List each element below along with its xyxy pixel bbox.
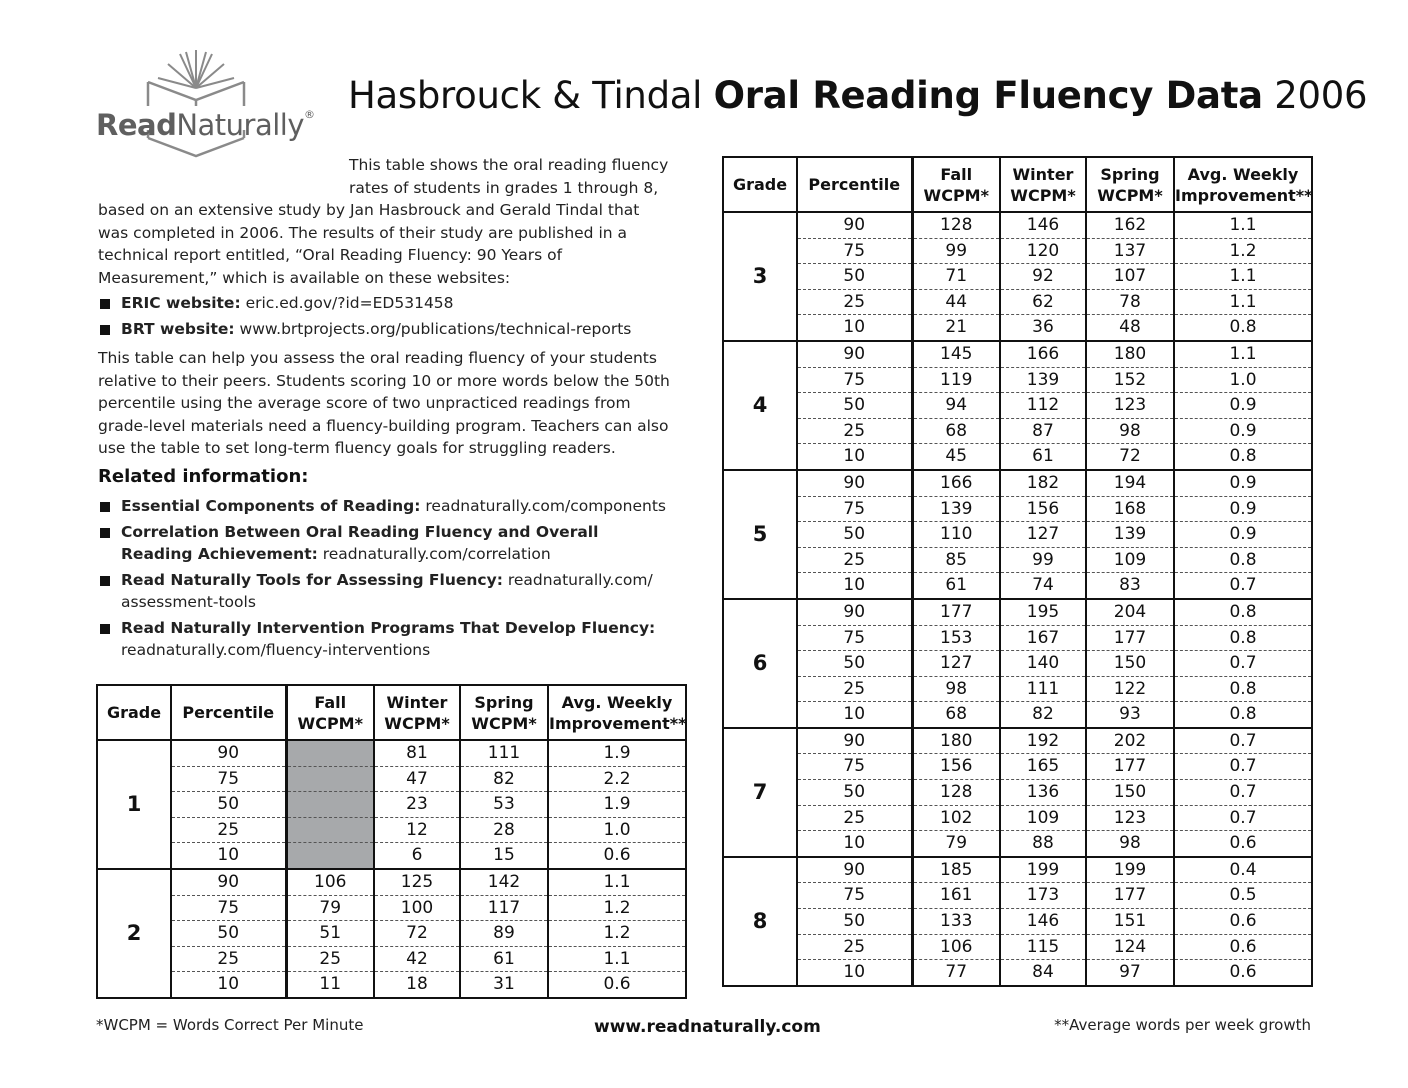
avg-weekly-cell: 1.9	[548, 740, 686, 766]
avg-weekly-header: Avg. Weekly Improvement**	[548, 685, 686, 740]
avg-weekly-cell: 0.7	[1174, 728, 1312, 754]
link[interactable]: readnaturally.com/ assessment-tools	[121, 570, 653, 611]
fall-cell: 161	[912, 883, 1000, 909]
winter-cell: 47	[374, 766, 460, 792]
table-row	[723, 754, 1312, 780]
avg-weekly-cell: 1.1	[1174, 212, 1312, 238]
avg-weekly-header: Avg. Weekly Improvement**	[1174, 157, 1312, 212]
spring-header: Spring WCPM*	[1086, 157, 1174, 212]
table-row	[723, 315, 1312, 341]
avg-weekly-cell: 1.2	[548, 921, 686, 947]
percentile-cell: 90	[797, 470, 912, 496]
spring-cell: 53	[460, 792, 548, 818]
link[interactable]: readnaturally.com/components	[420, 497, 666, 515]
percentile-cell: 75	[797, 496, 912, 522]
spring-cell: 123	[1086, 805, 1174, 831]
fall-cell: 102	[912, 805, 1000, 831]
winter-cell: 84	[1000, 960, 1086, 986]
footnote-avg: **Average words per week growth	[1054, 1016, 1311, 1034]
spring-cell: 180	[1086, 341, 1174, 367]
fall-unavailable-cell	[286, 766, 374, 792]
winter-cell: 72	[374, 921, 460, 947]
percentile-cell: 75	[797, 754, 912, 780]
table-row	[723, 960, 1312, 986]
percentile-cell: 25	[797, 418, 912, 444]
fall-cell: 106	[286, 869, 374, 895]
table-row	[723, 934, 1312, 960]
percentile-cell: 25	[797, 676, 912, 702]
winter-cell: 12	[374, 817, 460, 843]
percentile-cell: 75	[797, 625, 912, 651]
fall-cell: 127	[912, 651, 1000, 677]
percentile-cell: 10	[797, 573, 912, 599]
table-row	[723, 702, 1312, 728]
spring-cell: 48	[1086, 315, 1174, 341]
percentile-cell: 90	[797, 857, 912, 883]
percentile-cell: 10	[797, 444, 912, 470]
percentile-cell: 10	[171, 972, 286, 998]
spring-cell: 150	[1086, 780, 1174, 806]
spring-cell: 152	[1086, 367, 1174, 393]
table-row	[723, 393, 1312, 419]
table-row	[723, 418, 1312, 444]
fall-cell: 98	[912, 676, 1000, 702]
spring-cell: 177	[1086, 754, 1174, 780]
fall-cell: 133	[912, 909, 1000, 935]
winter-cell: 192	[1000, 728, 1086, 754]
usage-paragraph: This table can help you assess the oral reading fluency of your students relative to their peers. Students scoring 10 or more words below the 50th percentile using the average score of two unpracticed readings from grade-level materials need a fluency-building program. Teachers can also use the table to set long-term fluency goals for struggling readers.	[98, 349, 670, 457]
table-row	[723, 289, 1312, 315]
table-row	[723, 651, 1312, 677]
winter-cell: 42	[374, 946, 460, 972]
percentile-cell: 25	[797, 805, 912, 831]
fall-cell: 119	[912, 367, 1000, 393]
avg-weekly-cell: 0.6	[1174, 909, 1312, 935]
fall-cell: 128	[912, 212, 1000, 238]
table-row	[723, 367, 1312, 393]
percentile-cell: 50	[171, 921, 286, 947]
grade-cell: 2	[97, 869, 171, 998]
winter-cell: 36	[1000, 315, 1086, 341]
table-row	[723, 573, 1312, 599]
grade-cell: 3	[723, 212, 797, 341]
spring-cell: 124	[1086, 934, 1174, 960]
table-row	[723, 805, 1312, 831]
avg-weekly-cell: 0.6	[1174, 960, 1312, 986]
list-item: ERIC website: eric.ed.gov/?id=ED531458	[98, 292, 673, 315]
footnote-wcpm: *WCPM = Words Correct Per Minute	[96, 1016, 364, 1034]
link[interactable]: readnaturally.com/fluency-interventions	[121, 641, 431, 659]
fall-cell: 94	[912, 393, 1000, 419]
table-row	[723, 857, 1312, 883]
related-heading: Related information:	[98, 466, 309, 487]
avg-weekly-cell: 0.6	[1174, 831, 1312, 857]
percentile-cell: 50	[797, 264, 912, 290]
avg-weekly-cell: 0.7	[1174, 651, 1312, 677]
table-row	[97, 895, 686, 921]
spring-cell: 109	[1086, 547, 1174, 573]
fall-cell: 44	[912, 289, 1000, 315]
percentile-header: Percentile	[797, 157, 912, 212]
avg-weekly-cell: 0.9	[1174, 522, 1312, 548]
table-row	[723, 728, 1312, 754]
fall-unavailable-cell	[286, 740, 374, 766]
winter-cell: 127	[1000, 522, 1086, 548]
percentile-cell: 50	[797, 909, 912, 935]
percentile-cell: 25	[797, 289, 912, 315]
logo-wordmark: ReadNaturally®	[96, 108, 315, 142]
winter-cell: 100	[374, 895, 460, 921]
grade-cell: 5	[723, 470, 797, 599]
avg-weekly-cell: 1.0	[548, 817, 686, 843]
percentile-cell: 50	[797, 651, 912, 677]
spring-cell: 137	[1086, 238, 1174, 264]
percentile-cell: 90	[171, 740, 286, 766]
spring-cell: 177	[1086, 883, 1174, 909]
table-row	[723, 470, 1312, 496]
percentile-cell: 10	[797, 831, 912, 857]
fall-unavailable-cell	[286, 792, 374, 818]
percentile-cell: 75	[797, 367, 912, 393]
spring-cell: 83	[1086, 573, 1174, 599]
winter-cell: 61	[1000, 444, 1086, 470]
spring-cell: 194	[1086, 470, 1174, 496]
percentile-cell: 90	[171, 869, 286, 895]
spring-cell: 61	[460, 946, 548, 972]
avg-weekly-cell: 0.7	[1174, 754, 1312, 780]
avg-weekly-cell: 1.0	[1174, 367, 1312, 393]
table-row	[97, 869, 686, 895]
spring-cell: 168	[1086, 496, 1174, 522]
percentile-cell: 90	[797, 599, 912, 625]
table-row	[97, 843, 686, 869]
spring-cell: 111	[460, 740, 548, 766]
grade-cell: 8	[723, 857, 797, 986]
percentile-cell: 90	[797, 728, 912, 754]
table-row	[723, 625, 1312, 651]
fall-header: Fall WCPM*	[286, 685, 374, 740]
percentile-cell: 10	[797, 960, 912, 986]
fall-cell: 71	[912, 264, 1000, 290]
fall-cell: 156	[912, 754, 1000, 780]
spring-cell: 142	[460, 869, 548, 895]
fall-cell: 99	[912, 238, 1000, 264]
fall-cell: 177	[912, 599, 1000, 625]
table-row	[723, 264, 1312, 290]
percentile-cell: 90	[797, 341, 912, 367]
related-list	[98, 495, 673, 665]
spring-cell: 122	[1086, 676, 1174, 702]
fall-header: Fall WCPM*	[912, 157, 1000, 212]
fall-cell: 128	[912, 780, 1000, 806]
table-row	[723, 444, 1312, 470]
percentile-cell: 25	[171, 946, 286, 972]
percentile-cell: 75	[171, 766, 286, 792]
spring-cell: 117	[460, 895, 548, 921]
website-link[interactable]: www.readnaturally.com	[594, 1017, 821, 1037]
winter-cell: 166	[1000, 341, 1086, 367]
winter-cell: 87	[1000, 418, 1086, 444]
fall-cell: 166	[912, 470, 1000, 496]
grade-cell: 1	[97, 740, 171, 869]
avg-weekly-cell: 0.9	[1174, 393, 1312, 419]
intro-paragraph: This table shows the oral reading fluency rates of students in grades 1 through 8, based on an extensive study by Jan Hasbrouck and Gerald Tindal that was completed in 2006. The results of their study are published in a technical report entitled, “Oral Reading Fluency: 90 Years of Measurement,” which is available on these websites:	[98, 156, 669, 287]
winter-cell: 120	[1000, 238, 1086, 264]
fall-cell: 85	[912, 547, 1000, 573]
spring-cell: 162	[1086, 212, 1174, 238]
table-row	[723, 547, 1312, 573]
avg-weekly-cell: 0.7	[1174, 573, 1312, 599]
link[interactable]: www.brtprojects.org/publications/technical-reports	[234, 319, 632, 338]
table-row	[723, 599, 1312, 625]
winter-cell: 139	[1000, 367, 1086, 393]
spring-cell: 82	[460, 766, 548, 792]
grade-header: Grade	[97, 685, 171, 740]
percentile-cell: 50	[797, 393, 912, 419]
winter-cell: 156	[1000, 496, 1086, 522]
page-title: Hasbrouck & Tindal Oral Reading Fluency Data 2006	[348, 74, 1368, 117]
table-header-row	[97, 685, 686, 740]
percentile-cell: 75	[797, 883, 912, 909]
list-item: Correlation Between Oral Reading Fluency and Overall Reading Achievement: readnaturally.com/correlation	[98, 521, 673, 566]
winter-cell: 109	[1000, 805, 1086, 831]
table-row	[723, 341, 1312, 367]
table-row	[97, 792, 686, 818]
winter-cell: 140	[1000, 651, 1086, 677]
winter-cell: 82	[1000, 702, 1086, 728]
fall-cell: 79	[286, 895, 374, 921]
avg-weekly-cell: 0.9	[1174, 470, 1312, 496]
spring-cell: 15	[460, 843, 548, 869]
fall-cell: 45	[912, 444, 1000, 470]
winter-cell: 92	[1000, 264, 1086, 290]
avg-weekly-cell: 0.5	[1174, 883, 1312, 909]
link[interactable]: readnaturally.com/correlation	[317, 545, 551, 563]
avg-weekly-cell: 0.8	[1174, 676, 1312, 702]
winter-cell: 81	[374, 740, 460, 766]
avg-weekly-cell: 0.8	[1174, 547, 1312, 573]
winter-cell: 146	[1000, 212, 1086, 238]
list-item: Essential Components of Reading: readnaturally.com/components	[98, 495, 673, 518]
winter-cell: 74	[1000, 573, 1086, 599]
winter-cell: 136	[1000, 780, 1086, 806]
avg-weekly-cell: 0.8	[1174, 599, 1312, 625]
winter-cell: 173	[1000, 883, 1086, 909]
spring-cell: 139	[1086, 522, 1174, 548]
avg-weekly-cell: 1.1	[1174, 289, 1312, 315]
fall-cell: 25	[286, 946, 374, 972]
avg-weekly-cell: 0.7	[1174, 805, 1312, 831]
table-row	[723, 676, 1312, 702]
avg-weekly-cell: 0.9	[1174, 418, 1312, 444]
avg-weekly-cell: 0.6	[548, 972, 686, 998]
spring-cell: 107	[1086, 264, 1174, 290]
fall-cell: 21	[912, 315, 1000, 341]
spring-cell: 89	[460, 921, 548, 947]
grade-cell: 4	[723, 341, 797, 470]
winter-cell: 99	[1000, 547, 1086, 573]
table-row	[723, 780, 1312, 806]
avg-weekly-cell: 1.9	[548, 792, 686, 818]
fall-unavailable-cell	[286, 843, 374, 869]
link[interactable]: eric.ed.gov/?id=ED531458	[240, 294, 454, 312]
avg-weekly-cell: 0.8	[1174, 444, 1312, 470]
fall-cell: 68	[912, 418, 1000, 444]
list-item: Read Naturally Tools for Assessing Fluency: readnaturally.com/ assessment-tools	[98, 569, 673, 614]
spring-cell: 98	[1086, 831, 1174, 857]
fall-cell: 110	[912, 522, 1000, 548]
fall-cell: 106	[912, 934, 1000, 960]
table-row	[97, 817, 686, 843]
avg-weekly-cell: 1.2	[1174, 238, 1312, 264]
fall-cell: 185	[912, 857, 1000, 883]
winter-cell: 195	[1000, 599, 1086, 625]
fall-cell: 77	[912, 960, 1000, 986]
winter-cell: 112	[1000, 393, 1086, 419]
spring-cell: 204	[1086, 599, 1174, 625]
avg-weekly-cell: 1.1	[1174, 264, 1312, 290]
avg-weekly-cell: 1.2	[548, 895, 686, 921]
spring-cell: 177	[1086, 625, 1174, 651]
fall-cell: 139	[912, 496, 1000, 522]
table-row	[723, 212, 1312, 238]
table-row	[723, 496, 1312, 522]
winter-cell: 18	[374, 972, 460, 998]
winter-cell: 165	[1000, 754, 1086, 780]
fall-cell: 51	[286, 921, 374, 947]
percentile-cell: 25	[797, 934, 912, 960]
winter-cell: 199	[1000, 857, 1086, 883]
list-item: Read Naturally Intervention Programs That Develop Fluency: readnaturally.com/fluency-interventions	[98, 617, 673, 662]
fall-cell: 68	[912, 702, 1000, 728]
grade-cell: 6	[723, 599, 797, 728]
percentile-cell: 10	[797, 702, 912, 728]
winter-cell: 115	[1000, 934, 1086, 960]
fall-unavailable-cell	[286, 817, 374, 843]
table-row	[97, 766, 686, 792]
spring-cell: 150	[1086, 651, 1174, 677]
fall-cell: 11	[286, 972, 374, 998]
table-row	[97, 921, 686, 947]
fall-cell: 61	[912, 573, 1000, 599]
winter-cell: 23	[374, 792, 460, 818]
table-row	[97, 972, 686, 998]
table-row	[97, 946, 686, 972]
avg-weekly-cell: 0.8	[1174, 625, 1312, 651]
spring-cell: 151	[1086, 909, 1174, 935]
grade-cell: 7	[723, 728, 797, 857]
avg-weekly-cell: 0.8	[1174, 702, 1312, 728]
winter-header: Winter WCPM*	[1000, 157, 1086, 212]
percentile-cell: 75	[797, 238, 912, 264]
spring-cell: 123	[1086, 393, 1174, 419]
fall-cell: 153	[912, 625, 1000, 651]
spring-cell: 31	[460, 972, 548, 998]
list-item: BRT website: www.brtprojects.org/publications/technical-reports	[98, 318, 673, 341]
read-naturally-logo	[96, 46, 315, 170]
grade-header: Grade	[723, 157, 797, 212]
spring-cell: 72	[1086, 444, 1174, 470]
table-header-row	[723, 157, 1312, 212]
avg-weekly-cell: 0.8	[1174, 315, 1312, 341]
table-row	[723, 238, 1312, 264]
fluency-table-grades-1-2	[96, 684, 687, 999]
fall-cell: 145	[912, 341, 1000, 367]
avg-weekly-cell: 2.2	[548, 766, 686, 792]
percentile-header: Percentile	[171, 685, 286, 740]
table-row	[723, 522, 1312, 548]
spring-cell: 98	[1086, 418, 1174, 444]
avg-weekly-cell: 0.6	[1174, 934, 1312, 960]
winter-cell: 111	[1000, 676, 1086, 702]
spring-cell: 78	[1086, 289, 1174, 315]
table-row	[723, 883, 1312, 909]
winter-cell: 62	[1000, 289, 1086, 315]
website-list	[98, 292, 673, 343]
avg-weekly-cell: 0.4	[1174, 857, 1312, 883]
table-row	[723, 909, 1312, 935]
spring-cell: 202	[1086, 728, 1174, 754]
spring-header: Spring WCPM*	[460, 685, 548, 740]
table-row	[723, 831, 1312, 857]
avg-weekly-cell: 0.6	[548, 843, 686, 869]
avg-weekly-cell: 1.1	[1174, 341, 1312, 367]
winter-cell: 167	[1000, 625, 1086, 651]
avg-weekly-cell: 0.9	[1174, 496, 1312, 522]
percentile-cell: 75	[171, 895, 286, 921]
spring-cell: 28	[460, 817, 548, 843]
percentile-cell: 50	[797, 780, 912, 806]
fluency-table-grades-3-8	[722, 156, 1313, 987]
percentile-cell: 25	[797, 547, 912, 573]
spring-cell: 97	[1086, 960, 1174, 986]
winter-cell: 146	[1000, 909, 1086, 935]
spring-cell: 93	[1086, 702, 1174, 728]
percentile-cell: 10	[797, 315, 912, 341]
winter-cell: 88	[1000, 831, 1086, 857]
avg-weekly-cell: 0.7	[1174, 780, 1312, 806]
avg-weekly-cell: 1.1	[548, 869, 686, 895]
spring-cell: 199	[1086, 857, 1174, 883]
percentile-cell: 10	[171, 843, 286, 869]
table-row	[97, 740, 686, 766]
percentile-cell: 90	[797, 212, 912, 238]
winter-cell: 6	[374, 843, 460, 869]
fall-cell: 79	[912, 831, 1000, 857]
fall-cell: 180	[912, 728, 1000, 754]
winter-cell: 182	[1000, 470, 1086, 496]
winter-header: Winter WCPM*	[374, 685, 460, 740]
avg-weekly-cell: 1.1	[548, 946, 686, 972]
percentile-cell: 25	[171, 817, 286, 843]
percentile-cell: 50	[797, 522, 912, 548]
percentile-cell: 50	[171, 792, 286, 818]
winter-cell: 125	[374, 869, 460, 895]
